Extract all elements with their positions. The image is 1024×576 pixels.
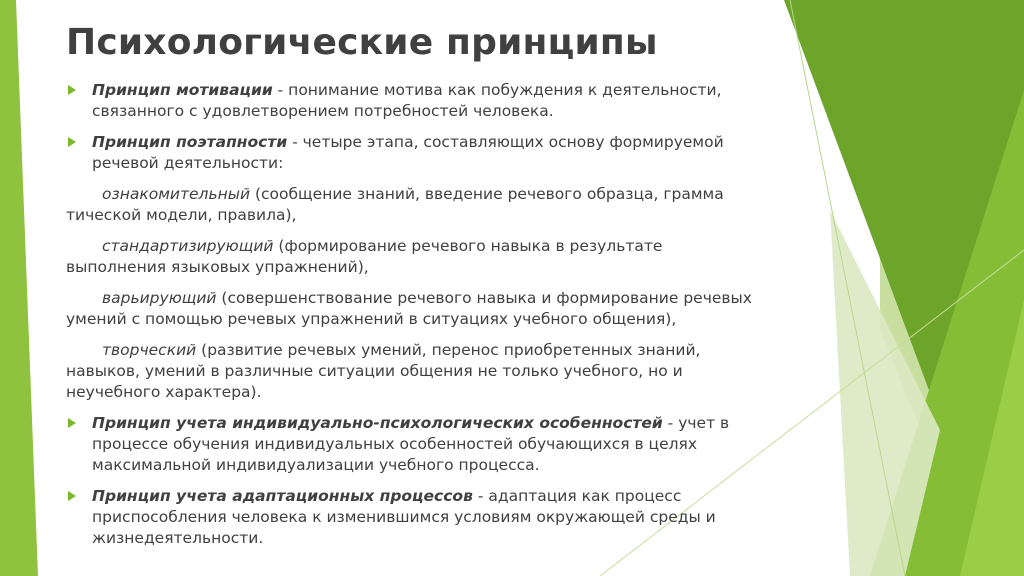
principle-name: Принцип поэтапности [92, 133, 288, 151]
principle-motivation [66, 80, 766, 122]
principle-individual [66, 413, 766, 476]
principle-text: - понимание мотива как побуждения к деятельности, связанного с удовлетворением потребностей человека. [92, 81, 722, 120]
stage-item [66, 236, 766, 278]
stage-name: творческий [102, 341, 197, 359]
principle-name: Принцип мотивации [92, 81, 273, 99]
stage-item [66, 340, 766, 403]
principle-text: - учет в процессе обучения индивидуальных особенностей обучающихся в целях максимальной индивидуализации учебного процесса. [92, 414, 730, 474]
stage-text: (формирование речевого навыка в результате выполнения языковых упражнений), [66, 237, 663, 276]
stage-text: (сообщение знаний, введение речевого образца, грамма тической модели, правила), [66, 185, 724, 224]
principle-stages [66, 132, 766, 174]
stage-name: стандартизирующий [102, 237, 274, 255]
principle-text: - адаптация как процесс приспособления человека к изменившимся условиям окружающей среды и жизнедеятельности. [92, 487, 716, 547]
principle-name: Принцип учета адаптационных процессов [92, 487, 473, 505]
stage-item [66, 288, 766, 330]
stage-text: (развитие речевых умений, перенос приобретенных знаний, навыков, умений в различные ситуации общения не только учебного, но и неучебного характера). [66, 341, 701, 401]
bullet-arrow-icon [68, 85, 76, 95]
content-body [66, 80, 766, 559]
stage-item [66, 184, 766, 226]
principle-text: - четыре этапа, составляющих основу формируемой речевой деятельности: [92, 133, 724, 172]
stage-text: (совершенствование речевого навыка и формирование речевых умений с помощью речевых упражнений в ситуациях учебного общения), [66, 289, 752, 328]
left-green-shape [0, 0, 38, 576]
stage-name: варьирующий [102, 289, 217, 307]
bullet-arrow-icon [68, 418, 76, 428]
page-title: Психологические принципы [66, 22, 658, 63]
principle-name: Принцип учета индивидуально-психологических особенностей [92, 414, 663, 432]
stage-name: ознакомительный [102, 185, 251, 203]
bullet-arrow-icon [68, 491, 76, 501]
principle-adaptation [66, 486, 766, 549]
bullet-arrow-icon [68, 137, 76, 147]
